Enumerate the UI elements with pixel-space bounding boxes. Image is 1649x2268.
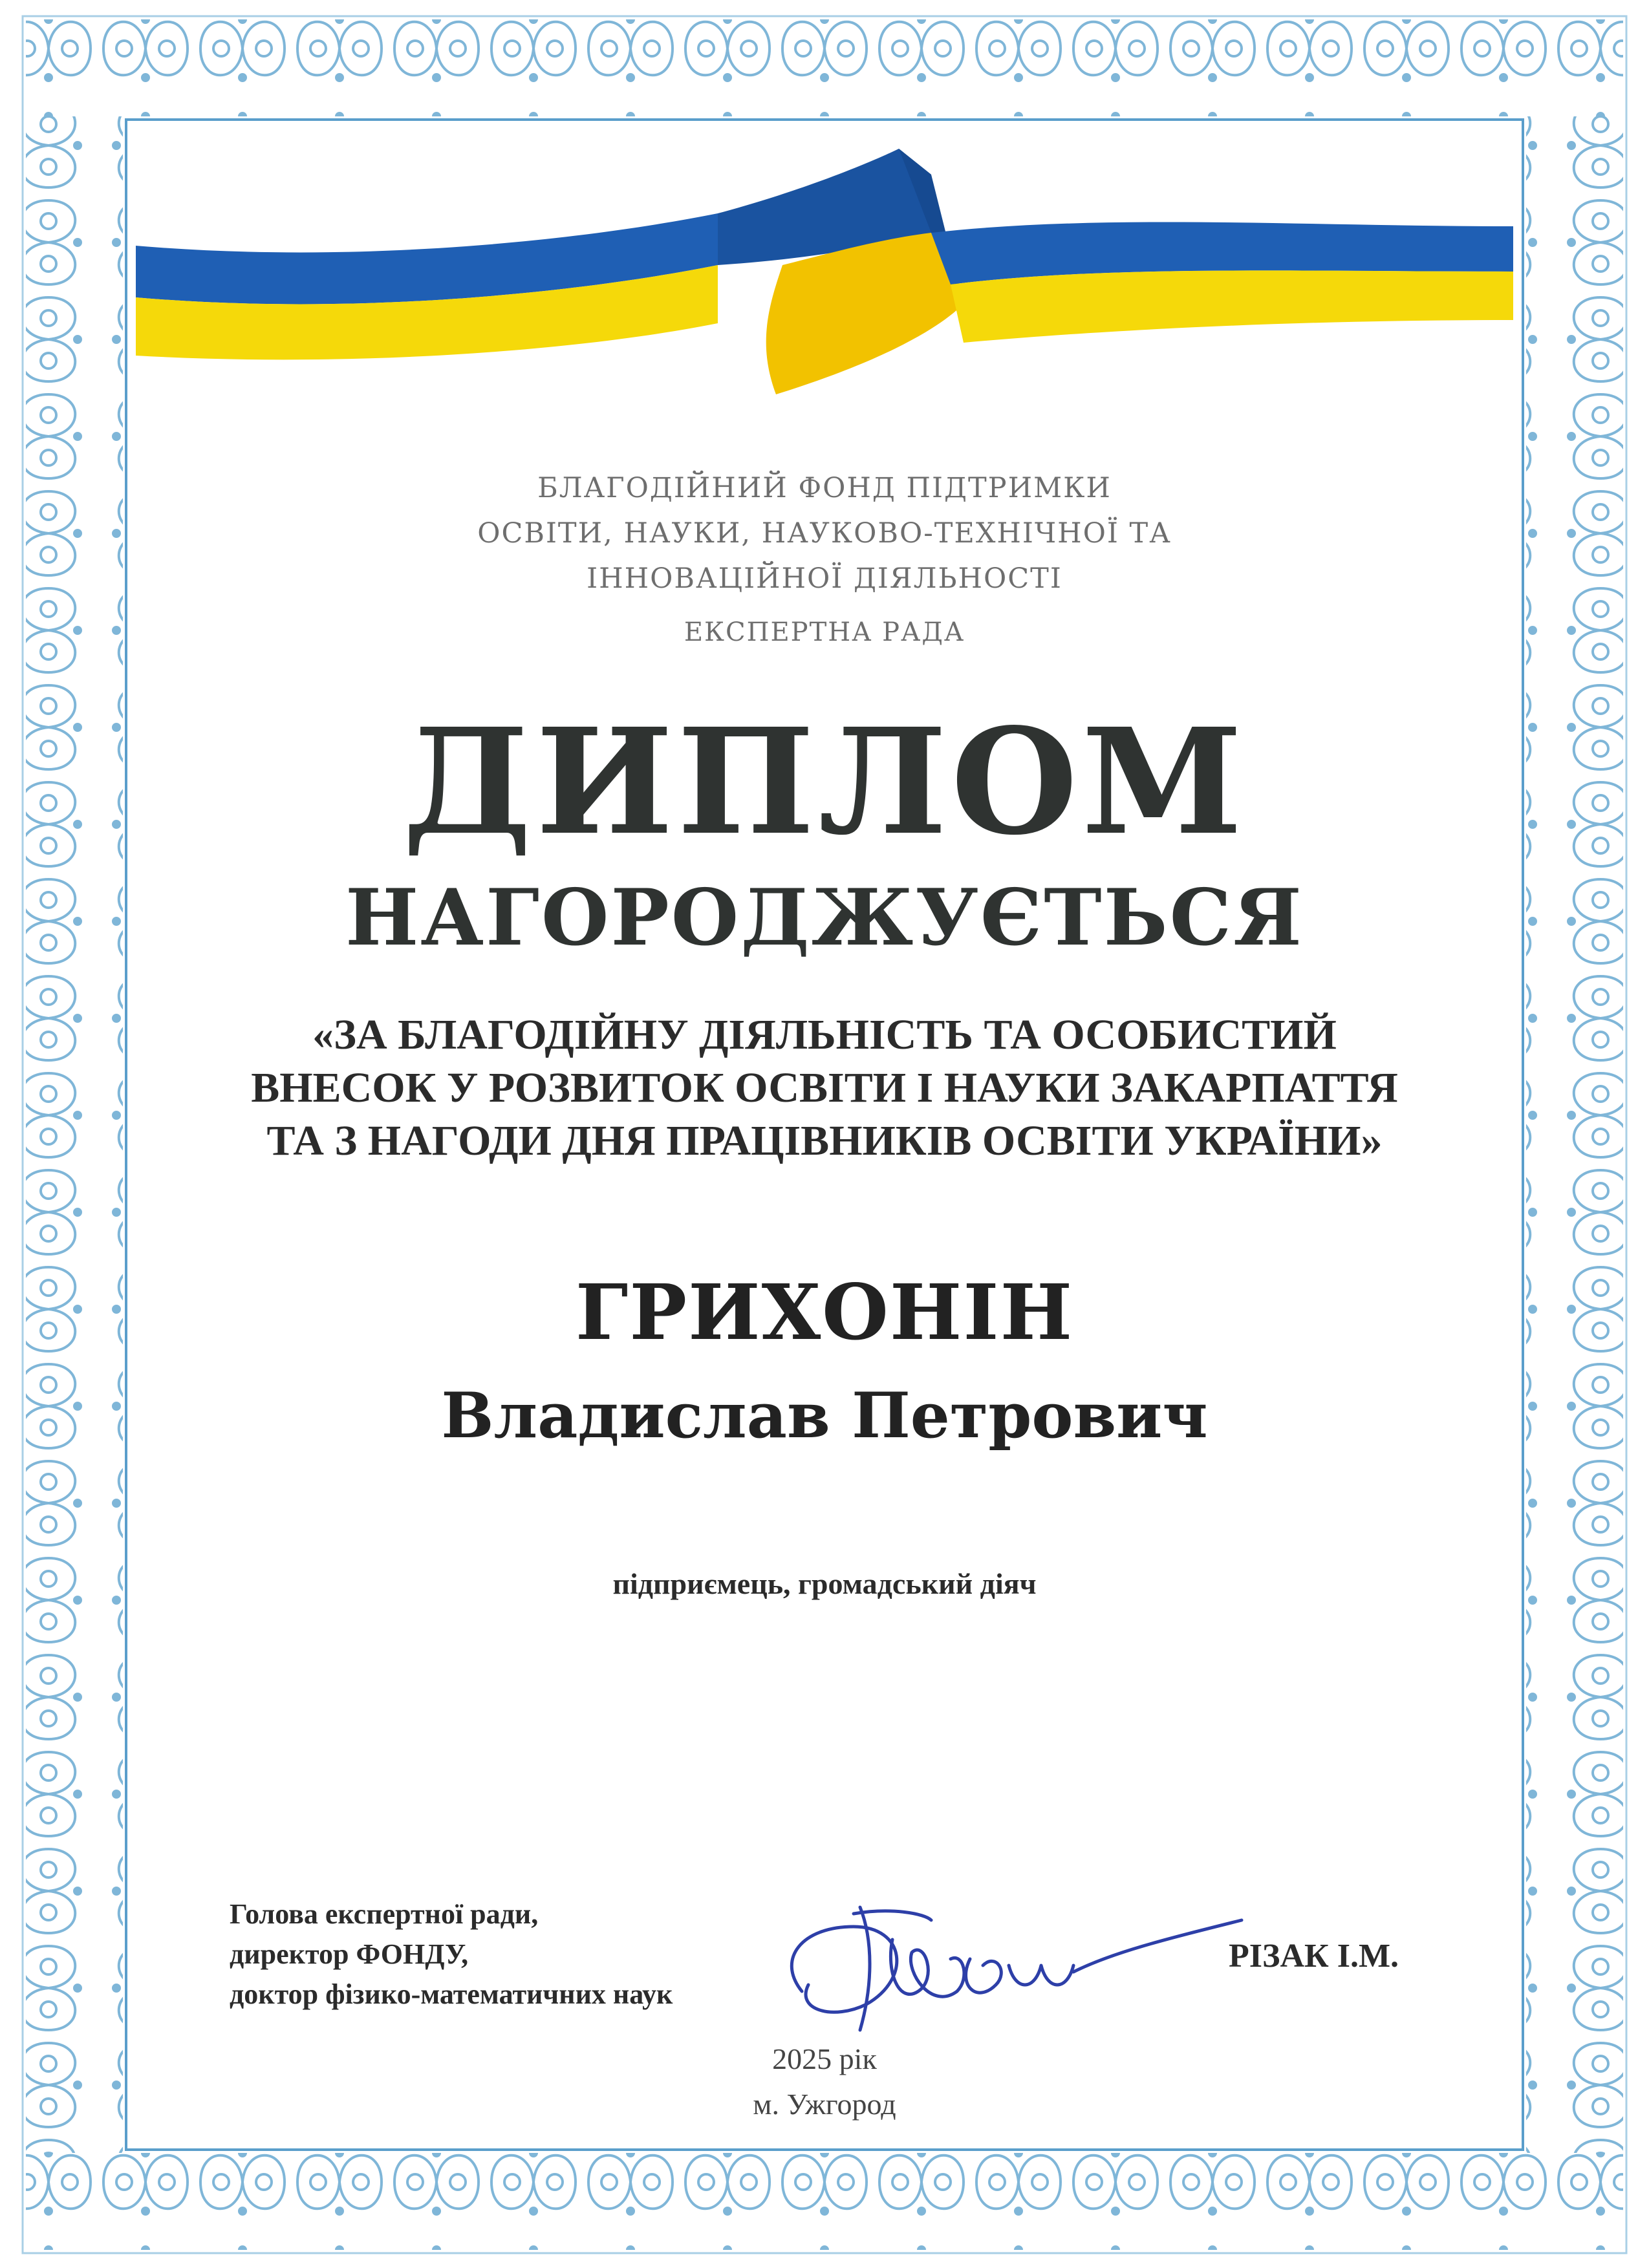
signatory-title-line: директор ФОНДУ,	[230, 1938, 469, 1970]
organization-line: БЛАГОДІЙНИЙ ФОНД ПІДТРИМКИ	[537, 472, 1112, 504]
award-reason-line: ТА З НАГОДИ ДНЯ ПРАЦІВНИКІВ ОСВІТИ УКРАЇНИ»	[266, 1117, 1383, 1164]
ukrainian-flag-ribbon-icon	[136, 136, 1513, 414]
award-reason	[0, 1009, 1649, 1168]
award-reason-line: «ЗА БЛАГОДІЙНУ ДІЯЛЬНІСТЬ ТА ОСОБИСТИЙ	[312, 1011, 1337, 1058]
recipient-surname: ГРИХОНІН	[575, 1267, 1074, 1357]
signatory-title-line: Голова експертної ради,	[230, 1898, 539, 1930]
organization-line: ІННОВАЦІЙНОЇ ДІЯЛЬНОСТІ	[587, 562, 1062, 595]
recipient-occupation: підприємець, громадський діяч	[612, 1567, 1037, 1600]
awarded-heading: НАГОРОДЖУЄТЬСЯ	[345, 872, 1304, 963]
issue-city: м. Ужгород	[753, 2088, 896, 2121]
signatory-name: РІЗАК І.М.	[1229, 1938, 1399, 1974]
signatory-title	[230, 1894, 673, 2015]
organization-header	[0, 465, 1649, 601]
handwritten-signature	[763, 1881, 1255, 2049]
organization-line: ОСВІТИ, НАУКИ, НАУКОВО-ТЕХНІЧНОЇ ТА	[477, 517, 1172, 550]
recipient-given-names: Владислав Петрович	[441, 1379, 1208, 1452]
signatory-title-line: доктор фізико-математичних наук	[230, 1978, 673, 2010]
expert-council-label: ЕКСПЕРТНА РАДА	[684, 617, 965, 647]
award-reason-line: ВНЕСОК У РОЗВИТОК ОСВІТИ І НАУКИ ЗАКАРПАТТЯ	[251, 1064, 1398, 1111]
issue-year: 2025 рік	[772, 2042, 877, 2075]
diploma-title: ДИПЛОМ	[402, 697, 1247, 868]
